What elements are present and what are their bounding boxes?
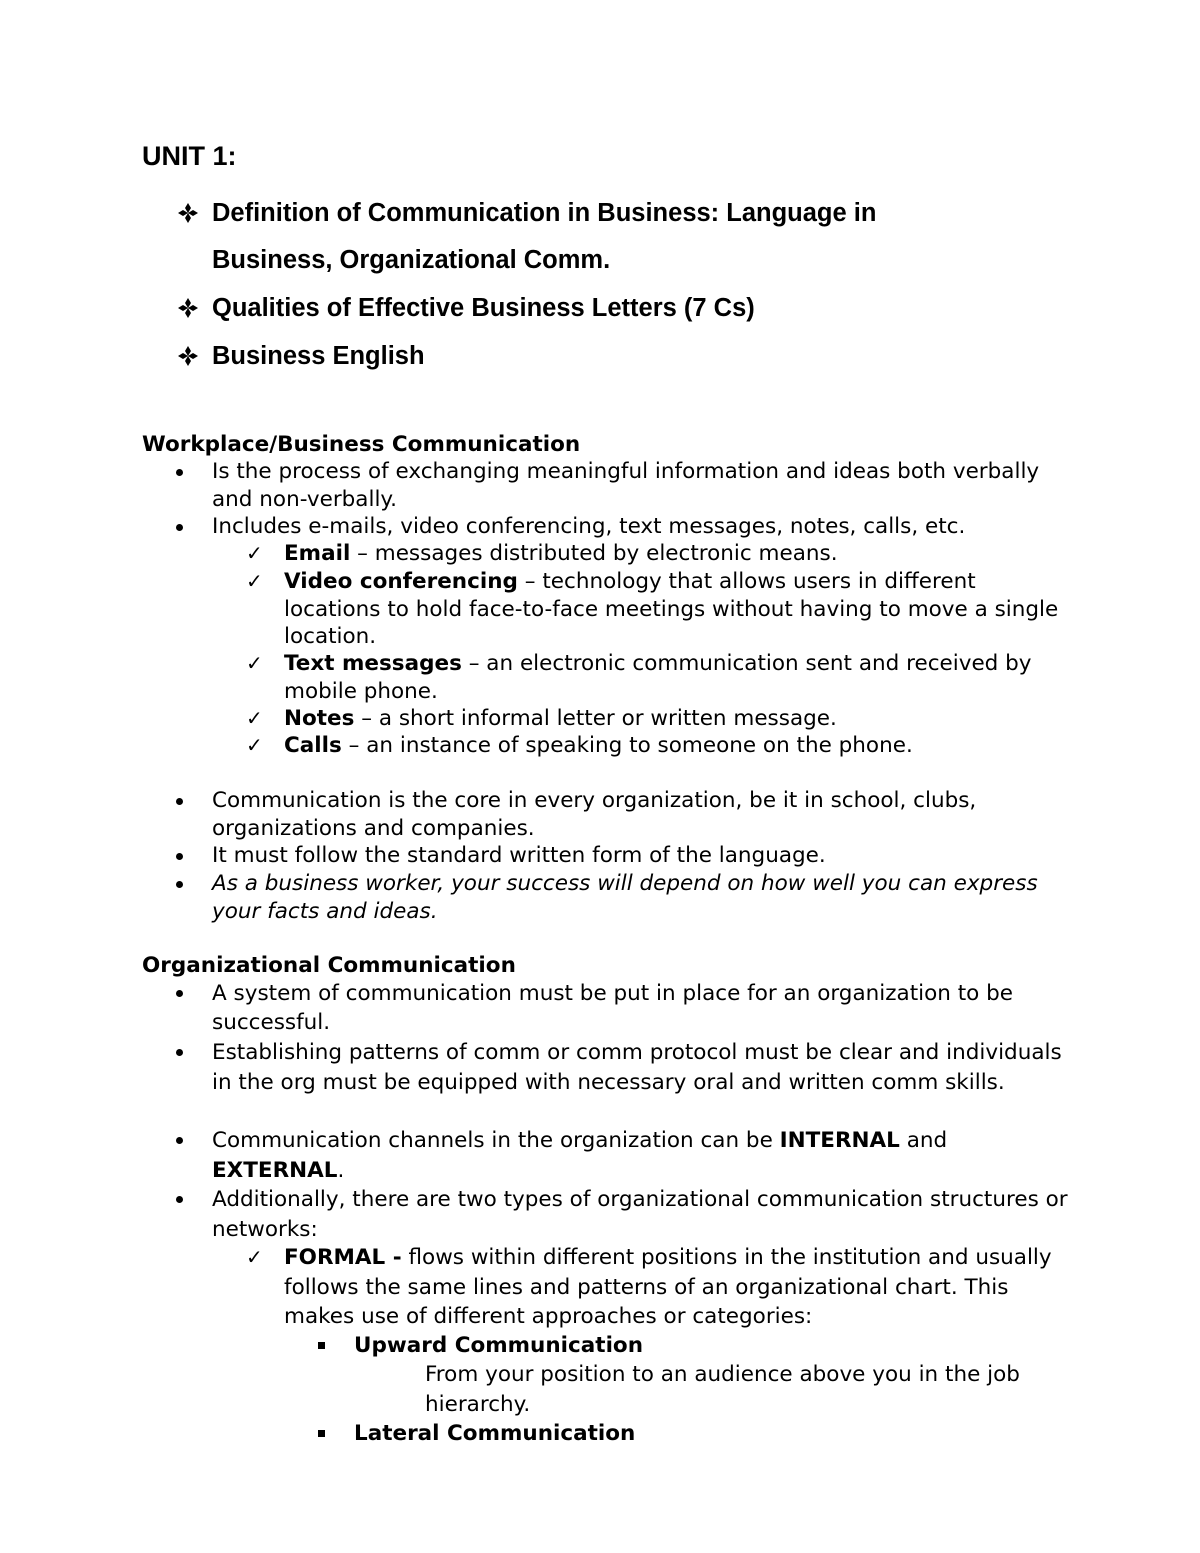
diamond-bullet-icon [177,345,199,367]
bullet-item: A system of communication must be put in place for an organization to be successful. [212,979,1072,1037]
check-definition: – an instance of speaking to someone on the phone. [341,733,913,758]
sub-bullet-description: From your position to an audience above you in the job hierarchy. [425,1362,1020,1417]
check-definition: – messages distributed by electronic means. [350,541,838,566]
diamond-bullet-icon [177,202,199,224]
bullet-item: Includes e-mails, video conferencing, text messages, notes, calls, etc. [212,513,1072,541]
bullet-text: Communication channels in the organization can be [212,1128,780,1153]
check-icon: ✓ [246,541,263,565]
check-term: Email [284,541,351,566]
check-icon: ✓ [246,733,263,757]
check-icon: ✓ [246,706,263,730]
check-icon: ✓ [246,569,263,593]
check-term: Calls [284,733,342,758]
topic-item: Definition of Communication in Business: Language in [212,199,877,227]
internal-label: INTERNAL [779,1128,900,1153]
check-icon: ✓ [246,1245,263,1269]
check-item [246,1243,1074,1332]
bullet-item: Establishing patterns of comm or comm protocol must be clear and individuals in the org must be equipped with necessary oral and written comm skills. [212,1038,1072,1097]
check-item [246,568,1074,651]
bullet-item: It must follow the standard written form of the language. [212,842,1072,870]
check-definition: – technology that allows users in different locations to hold face-to-face meetings without having to move a single location. [284,569,1059,649]
diamond-bullet-icon [177,297,199,319]
section-heading: Organizational Communication [142,953,516,978]
bullet-item: Is the process of exchanging meaningful information and ideas both verbally and non-verbally. [212,458,1072,513]
topic-item: Qualities of Effective Business Letters (7 Cs) [212,294,755,322]
check-item [246,705,1074,733]
bullet-text: and [899,1128,948,1153]
check-item [246,732,1074,760]
check-term: Text messages [284,651,462,676]
bullet-item: Additionally, there are two types of organizational communication structures or networks: [212,1185,1072,1244]
bullet-item: Communication is the core in every organization, be it in school, clubs, organizations and companies. [212,787,1072,842]
sub-bullet-item: Upward Communication [354,1332,1054,1360]
sub-bullet-item: Lateral Communication [354,1420,1054,1448]
bullet-item [212,1126,1072,1185]
external-label: EXTERNAL [212,1157,338,1183]
topic-item-continued: Business, Organizational Comm. [212,246,611,274]
check-term: Video conferencing [284,569,518,594]
check-item [246,540,1074,568]
unit-title: UNIT 1: [142,141,237,171]
check-definition: flows within different positions in the institution and usually follows the same lines and patterns of an organizational chart. This makes use of different approaches or categories: [284,1245,1052,1329]
bullet-item: As a business worker, your success will depend on how well you can express your facts and ideas. [212,870,1072,925]
check-icon: ✓ [246,651,263,675]
check-definition: – an electronic communication sent and received by mobile phone. [284,651,1032,704]
check-item [246,650,1074,705]
section-heading: Workplace/Business Communication [142,432,581,457]
check-term: FORMAL - [284,1245,402,1270]
bullet-text: . [337,1157,345,1183]
topic-item: Business English [212,342,425,370]
check-definition: – a short informal letter or written message. [354,706,837,731]
check-term: Notes [284,706,355,731]
